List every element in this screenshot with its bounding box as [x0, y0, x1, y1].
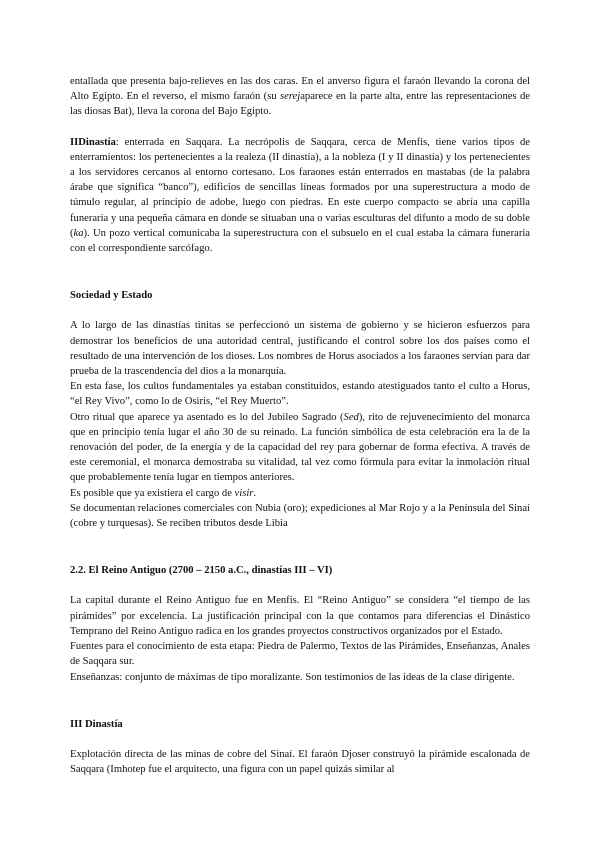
- paragraph: Fuentes para el conocimiento de esta etapa: Piedra de Palermo, Textos de las Pirámides, Enseñanzas, Anales de Saqqara sur.: [70, 641, 530, 668]
- paragraph: Explotación directa de las minas de cobre del Sinaí. El faraón Djoser construyó la pirámide escalonada de Saqqara (Imhotep fue el arquitecto, una figura con un papel quizás similar al: [70, 748, 530, 776]
- paragraph-intro: entallada que presenta bajo-relieves en las dos caras. En el anverso figura el faraón llevando la corona del Alto Egipto. En el reverso, el mismo faraón (su serejaparece en la parte alta, entre las representaciones de las diosas Bat), lleva la corona del Bajo Egipto.: [70, 76, 530, 118]
- paragraph: Enseñanzas: conjunto de máximas de tipo moralizante. Son testimonios de las ideas de la clase dirigente.: [70, 671, 515, 683]
- italic-term: ka: [73, 227, 84, 239]
- italic-term: serej: [280, 91, 301, 103]
- paragraph-second-dynasty: IIDinastía: enterrada en Saqqara. La necrópolis de Saqqara, cerca de Menfis, tiene varios tipos de enterramientos: los pertenecientes a la realeza (II dinastía), a la nobleza (I y II dinastía) y los pertenecientes a los servidores cercanos al entorno cortesano. Los faraones están enterrados en mastabas (de la palabra árabe que significa “banco”), edificios de sencillas líneas formados por una superestructura a modo de túmulo regular, al principio de adobe, luego con piedras. En este cuerpo compacto se abría una capilla funeraria y una pequeña cámara en donde se situaban una o varias esculturas del difunto a modo de su doble (ka). Un pozo vertical comunicaba la superestructura con el subsuelo en el cual estaba la cámara funeraria con el correspondiente sarcófago.: [70, 136, 530, 255]
- paragraph: Es posible que ya existiera el cargo de visir.: [70, 487, 257, 499]
- italic-term: visir: [234, 487, 254, 499]
- italic-term: Sed: [343, 411, 359, 423]
- paragraph: Se documentan relaciones comerciales con Nubia (oro); expediciones al Mar Rojo y a la Península del Sinaí (cobre y turquesas). Se reciben tributos desde Libia: [70, 502, 530, 530]
- section-heading: Sociedad y Estado: [70, 290, 153, 302]
- paragraph: En esta fase, los cultos fundamentales ya estaban constituidos, estando atestiguados tanto el culto a Horus, “el Rey Vivo”, como lo de Osiris, “el Rey Muerto”.: [70, 381, 530, 408]
- section-heading: III Dinastía: [70, 718, 123, 730]
- paragraph: La capital durante el Reino Antiguo fue en Menfis. El “Reino Antiguo” se considera “el tiempo de las pirámides” por excelencia. La justificación principal con la que contamos para diferencias el Dinástico Temprano del Reino Antiguo radica en los grandes proyectos constructivos organizados por el Estado.: [70, 595, 530, 637]
- section-heading: 2.2. El Reino Antiguo (2700 – 2150 a.C., dinastías III – VI): [70, 565, 333, 577]
- paragraph: Otro ritual que aparece ya asentado es lo del Jubileo Sagrado (Sed), rito de rejuvenecimiento del monarca que en principio tenía lugar el año 30 de su reinado. La función simbólica de esta celebración era la de la renovación del poder, de la energía y de la capacidad del rey para gobernar de forma efectiva. A través de este ceremonial, el monarca demostraba su vitalidad, tal vez como fórmula para evitar la inmolación ritual que probablemente tenía lugar en tiempos anteriores.: [70, 411, 531, 484]
- paragraph: A lo largo de las dinastías tinitas se perfeccionó un sistema de gobierno y se hicieron esfuerzos para demostrar los beneficios de una autoridad central, justificando el control sobre los dos países como el resultado de una intervención de los dioses. Los nombres de Horus asociados a los faraones servían para dar prueba de la trascendencia del dios a la monarquía.: [70, 320, 530, 378]
- term-heading: IIDinastía: [70, 136, 116, 148]
- document-page: [70, 74, 530, 777]
